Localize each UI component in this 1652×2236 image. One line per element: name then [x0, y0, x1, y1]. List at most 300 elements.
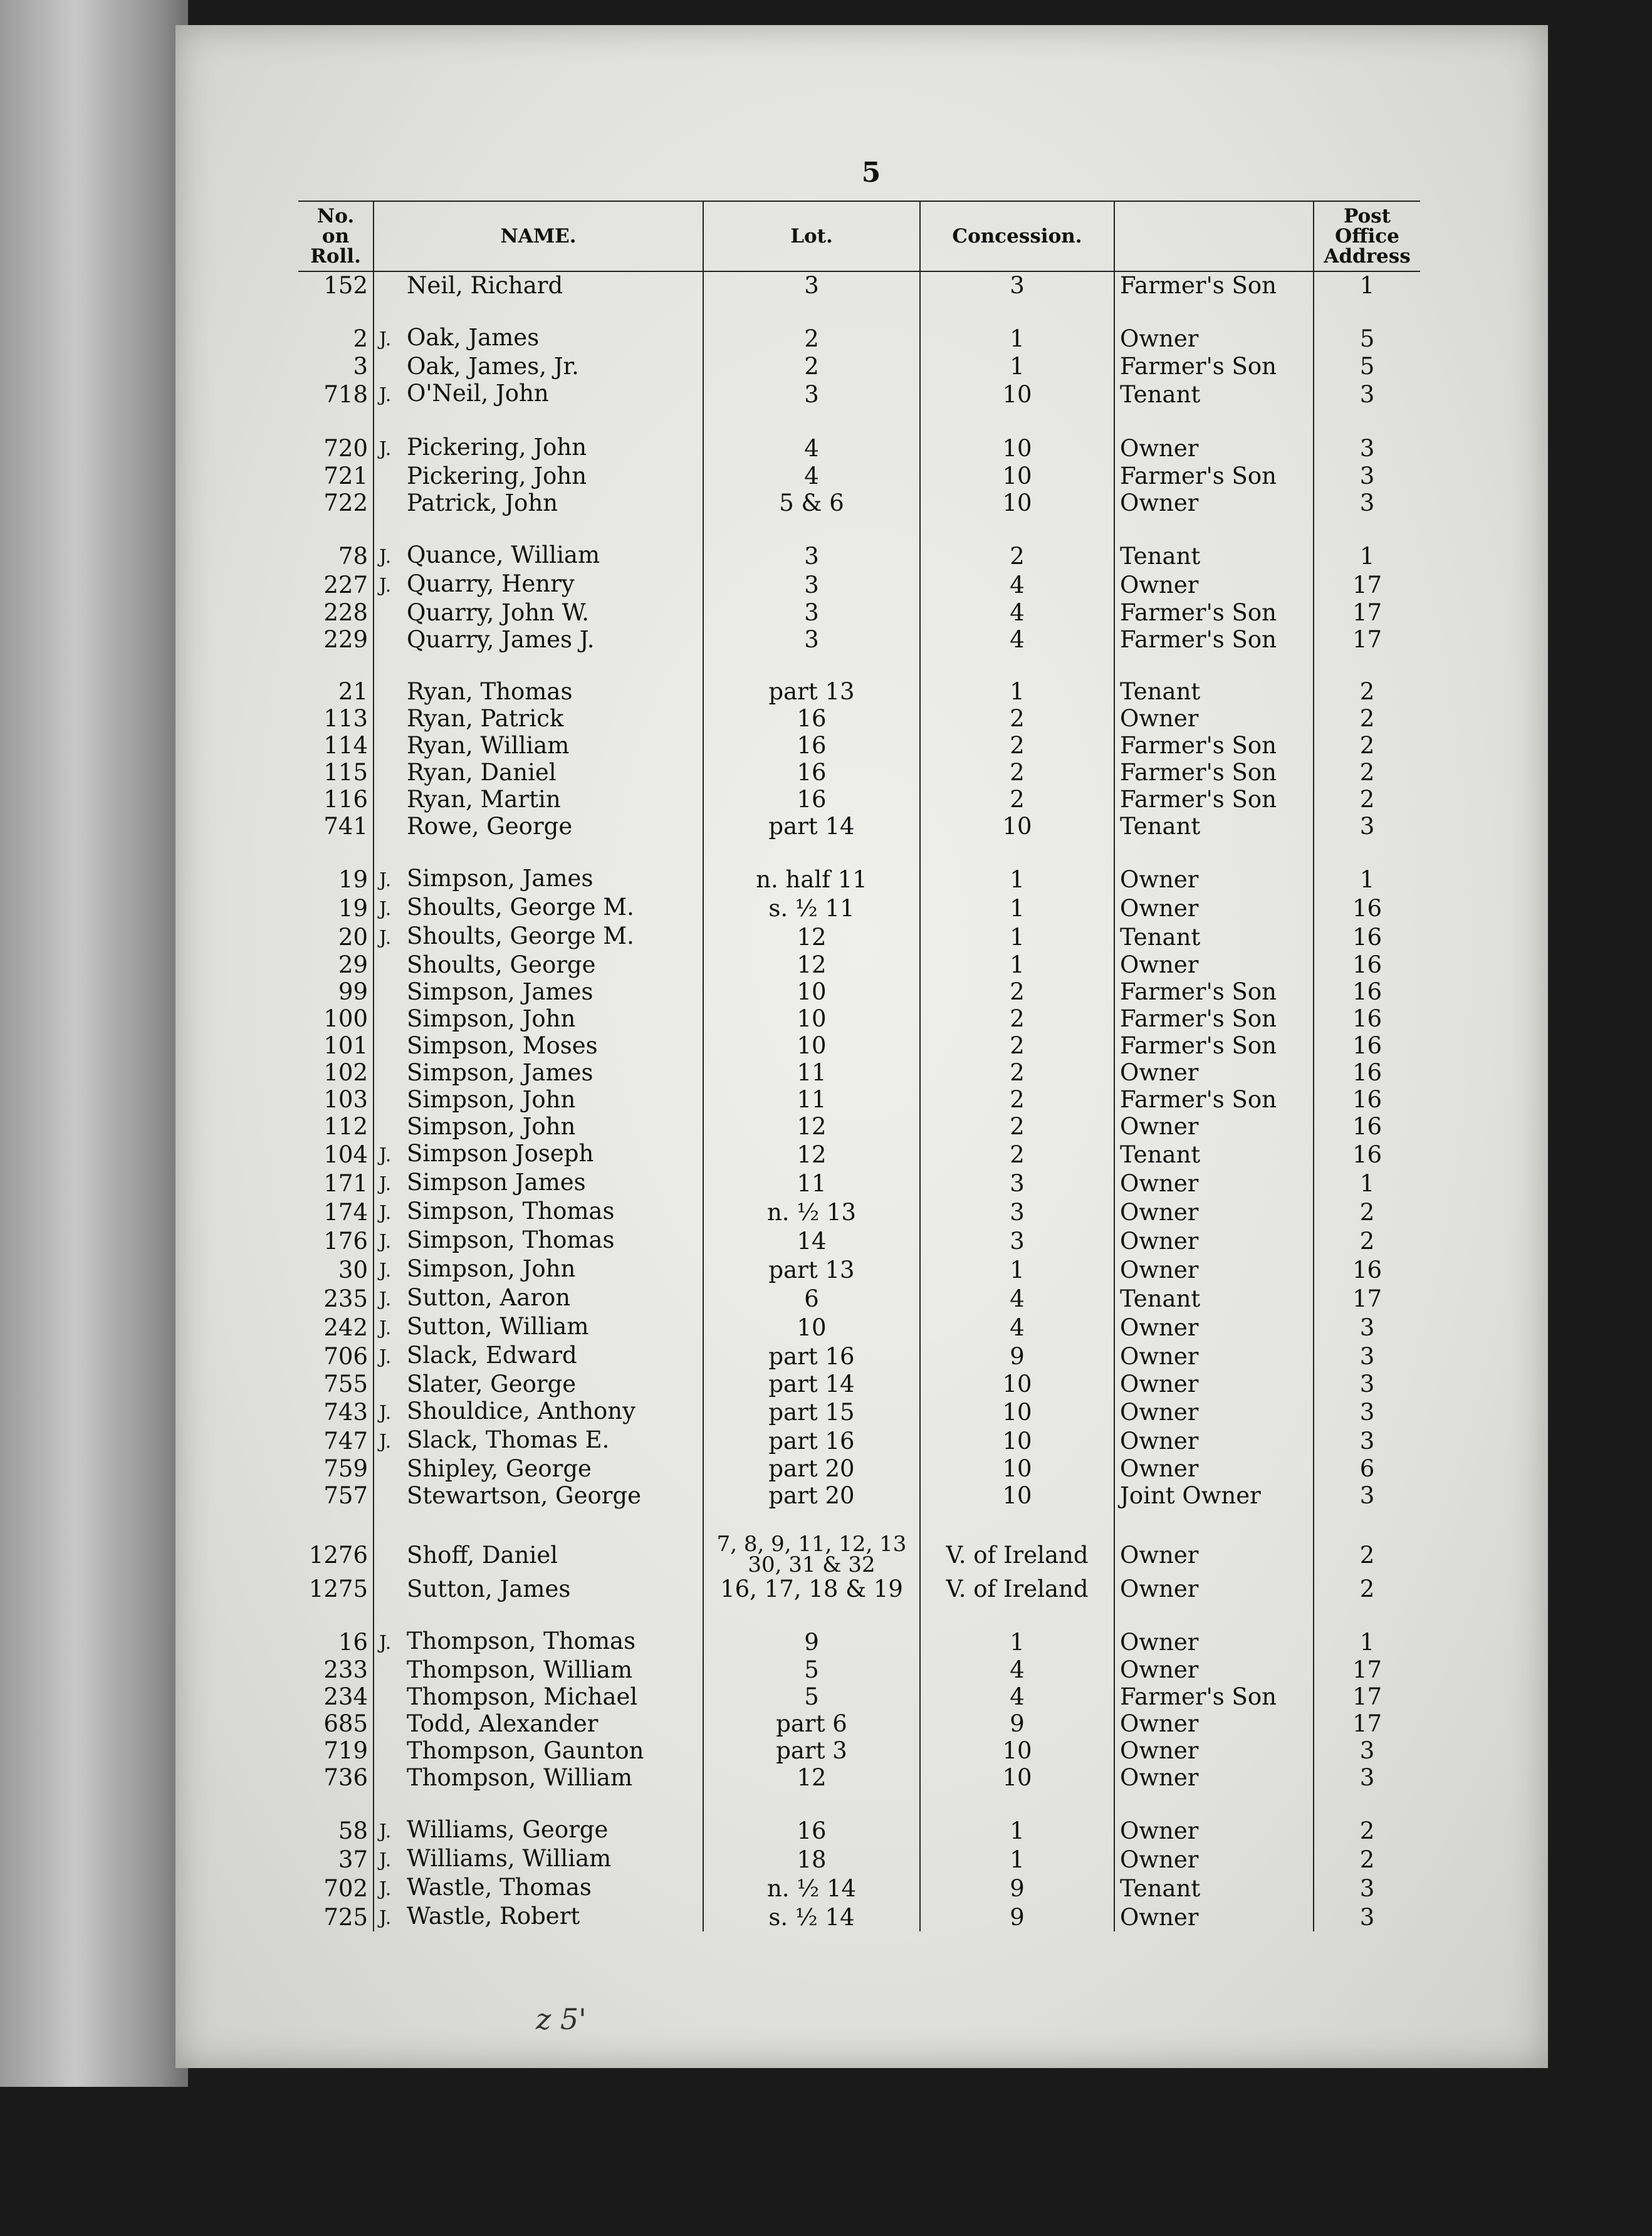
post-office-number: 2 — [1314, 1845, 1420, 1874]
roll-number: 19 — [338, 865, 368, 893]
voter-status: Farmer's Son — [1114, 626, 1314, 653]
lot-number: 16 — [797, 732, 827, 759]
table-row — [298, 705, 1420, 732]
lot-number: 12 — [797, 1113, 827, 1140]
table-row — [298, 353, 1420, 380]
post-office-number: 17 — [1314, 599, 1420, 626]
voter-name: Sutton, William — [407, 1313, 589, 1340]
voter-name: Slack, Edward — [407, 1342, 577, 1369]
gap-cell — [703, 1791, 920, 1816]
lot-cell — [703, 1710, 920, 1737]
post-office-number: 16 — [1314, 951, 1420, 978]
voter-name-cell — [374, 922, 703, 951]
lot-cell — [703, 1169, 920, 1198]
gap-cell — [1114, 1791, 1314, 1816]
voter-name: Simpson, James — [407, 978, 593, 1005]
concession: 10 — [920, 1398, 1114, 1426]
lot-number: s. ½ 11 — [768, 894, 855, 922]
concession: 1 — [920, 1845, 1114, 1874]
voter-name-cell — [374, 489, 703, 516]
table-row — [298, 626, 1420, 653]
voter-name: Shouldice, Anthony — [407, 1398, 636, 1424]
voter-status: Farmer's Son — [1114, 978, 1314, 1005]
juror-flag: J. — [379, 1173, 392, 1195]
voter-name-cell — [374, 1534, 703, 1575]
voter-status: Owner — [1114, 951, 1314, 978]
voter-name-cell — [374, 1113, 703, 1140]
concession: 2 — [920, 541, 1114, 570]
lot-number: part 6 — [776, 1710, 847, 1737]
lot-number: 3 — [804, 542, 819, 570]
voter-name-cell — [374, 380, 703, 409]
lot-number: part 14 — [768, 813, 855, 840]
lot-number: 3 — [804, 599, 819, 626]
table-row — [298, 541, 1420, 570]
juror-flag: J. — [379, 869, 392, 891]
gap-cell — [1314, 299, 1420, 324]
concession: 2 — [920, 759, 1114, 786]
lot-number-continued: 30, 31 & 32 — [748, 1552, 876, 1575]
voter-name: Thompson, Michael — [407, 1683, 638, 1710]
voter-name: Simpson, Thomas — [407, 1226, 615, 1253]
juror-flag: J. — [379, 438, 392, 460]
section-gap — [298, 1791, 1420, 1816]
post-office-number: 3 — [1314, 489, 1420, 516]
roll-number: 102 — [323, 1059, 368, 1086]
voter-status: Owner — [1114, 1764, 1314, 1791]
concession: 10 — [920, 380, 1114, 409]
lot-cell — [703, 1059, 920, 1086]
post-office-number: 2 — [1314, 678, 1420, 705]
section-gap — [298, 1602, 1420, 1627]
roll-number: 174 — [323, 1198, 368, 1226]
juror-flag: J. — [379, 927, 392, 949]
lot-cell — [703, 865, 920, 894]
lot-cell — [703, 1198, 920, 1226]
voter-name-cell — [374, 1398, 703, 1426]
post-office-number: 17 — [1314, 1683, 1420, 1710]
gap-cell — [298, 299, 374, 324]
lot-cell — [703, 271, 920, 299]
lot-cell — [703, 324, 920, 353]
table-row — [298, 1198, 1420, 1226]
concession: 3 — [920, 271, 1114, 299]
table-row — [298, 1398, 1420, 1426]
roll-number: 702 — [323, 1874, 368, 1902]
concession: 1 — [920, 678, 1114, 705]
table-row — [298, 1683, 1420, 1710]
gap-cell — [920, 1509, 1114, 1534]
voter-status: Owner — [1114, 1534, 1314, 1575]
voter-name-cell — [374, 865, 703, 894]
roll-number: 228 — [323, 599, 368, 626]
voter-status: Owner — [1114, 434, 1314, 462]
voter-name: Quarry, James J. — [407, 626, 595, 653]
roll-number: 3 — [353, 353, 368, 380]
concession: 1 — [920, 922, 1114, 951]
table-row — [298, 678, 1420, 705]
lot-number: 12 — [797, 1141, 827, 1168]
concession: 2 — [920, 1005, 1114, 1032]
gap-cell — [703, 516, 920, 541]
juror-flag: J. — [379, 1431, 392, 1453]
voter-name: Simpson Joseph — [407, 1140, 594, 1167]
voter-name-cell — [374, 626, 703, 653]
concession: 4 — [920, 1656, 1114, 1683]
post-office-number: 1 — [1314, 865, 1420, 894]
concession: 4 — [920, 570, 1114, 599]
voter-status: Tenant — [1114, 922, 1314, 951]
post-office-number: 16 — [1314, 1086, 1420, 1113]
voter-name: Wastle, Robert — [407, 1903, 580, 1930]
post-office-number: 16 — [1314, 1255, 1420, 1284]
post-office-number: 16 — [1314, 1113, 1420, 1140]
post-office-number: 3 — [1314, 1313, 1420, 1342]
table-row — [298, 1059, 1420, 1086]
gap-cell — [920, 516, 1114, 541]
lot-number: 16, 17, 18 & 19 — [720, 1575, 903, 1602]
voter-status: Owner — [1114, 1845, 1314, 1874]
voter-name-cell — [374, 1086, 703, 1113]
post-office-number: 16 — [1314, 978, 1420, 1005]
voter-name: Rowe, George — [407, 813, 573, 840]
gap-cell — [374, 1602, 703, 1627]
table-row — [298, 1482, 1420, 1509]
gap-cell — [298, 409, 374, 434]
section-gap — [298, 1509, 1420, 1534]
lot-number: n. half 11 — [756, 865, 867, 893]
voter-status: Owner — [1114, 489, 1314, 516]
voter-status: Tenant — [1114, 1140, 1314, 1169]
lot-cell — [703, 1005, 920, 1032]
table-row — [298, 1534, 1420, 1575]
table-row — [298, 489, 1420, 516]
lot-number: 16 — [797, 786, 827, 813]
voter-status: Owner — [1114, 1342, 1314, 1371]
roll-number: 100 — [323, 1005, 368, 1032]
voter-name-cell — [374, 786, 703, 813]
roll-number: 30 — [338, 1256, 368, 1283]
voter-name-cell — [374, 1313, 703, 1342]
lot-cell — [703, 1482, 920, 1509]
gap-cell — [920, 840, 1114, 865]
lot-number: 9 — [804, 1628, 819, 1656]
voter-status: Owner — [1114, 1575, 1314, 1602]
concession: 2 — [920, 1113, 1114, 1140]
voter-status: Farmer's Son — [1114, 1005, 1314, 1032]
concession: 2 — [920, 1032, 1114, 1059]
juror-flag: J. — [379, 1288, 392, 1310]
voter-status: Joint Owner — [1114, 1482, 1314, 1509]
lot-number: 3 — [804, 571, 819, 598]
voter-status: Owner — [1114, 1816, 1314, 1845]
voter-name: Pickering, John — [407, 462, 587, 489]
voter-name: Simpson, John — [407, 1113, 576, 1140]
lot-number: 12 — [797, 951, 827, 978]
header-lot: Lot. — [703, 201, 920, 271]
voter-name-cell — [374, 1845, 703, 1874]
gap-cell — [374, 299, 703, 324]
roll-number: 743 — [323, 1398, 368, 1426]
concession: 10 — [920, 434, 1114, 462]
lot-cell — [703, 1140, 920, 1169]
lot-number: 14 — [797, 1227, 827, 1255]
voter-status: Farmer's Son — [1114, 759, 1314, 786]
voter-status: Owner — [1114, 1255, 1314, 1284]
voter-name: Sutton, Aaron — [407, 1284, 571, 1311]
roll-number: 718 — [323, 380, 368, 408]
voter-name: Simpson, John — [407, 1005, 576, 1032]
post-office-number: 17 — [1314, 1656, 1420, 1683]
post-office-number: 2 — [1314, 1226, 1420, 1255]
concession: 1 — [920, 353, 1114, 380]
lot-number: part 14 — [768, 1371, 855, 1398]
roll-number: 1276 — [308, 1541, 368, 1569]
voter-status: Farmer's Son — [1114, 353, 1314, 380]
table-row — [298, 1226, 1420, 1255]
roll-number: 103 — [323, 1086, 368, 1113]
voter-name: Simpson, James — [407, 865, 593, 892]
roll-number: 722 — [323, 489, 368, 516]
table-row — [298, 1140, 1420, 1169]
table-row — [298, 813, 1420, 840]
concession: 4 — [920, 1284, 1114, 1313]
concession: 1 — [920, 865, 1114, 894]
gap-cell — [298, 516, 374, 541]
voter-name: Simpson, James — [407, 1059, 593, 1086]
lot-cell — [703, 732, 920, 759]
voter-name: Shoults, George M. — [407, 894, 634, 921]
lot-number: 16 — [797, 705, 827, 732]
post-office-number: 3 — [1314, 434, 1420, 462]
post-office-number: 3 — [1314, 1342, 1420, 1371]
lot-number: 2 — [804, 353, 819, 380]
post-office-number: 16 — [1314, 1005, 1420, 1032]
voter-name: Ryan, Patrick — [407, 705, 564, 732]
voter-name-cell — [374, 541, 703, 570]
voter-name: Simpson, Thomas — [407, 1198, 615, 1225]
gap-cell — [703, 653, 920, 678]
voter-status: Farmer's Son — [1114, 732, 1314, 759]
voter-name: Sutton, James — [407, 1575, 571, 1602]
gap-cell — [1114, 1509, 1314, 1534]
post-office-number: 17 — [1314, 570, 1420, 599]
voter-name: Williams, William — [407, 1845, 612, 1872]
voter-name: Shipley, George — [407, 1455, 592, 1482]
concession: 10 — [920, 1482, 1114, 1509]
voter-name-cell — [374, 1005, 703, 1032]
voter-status: Tenant — [1114, 1284, 1314, 1313]
voter-name-cell — [374, 434, 703, 462]
gap-cell — [703, 299, 920, 324]
voter-name-cell — [374, 1737, 703, 1764]
roll-number: 113 — [323, 705, 368, 732]
table-row — [298, 1169, 1420, 1198]
lot-cell — [703, 1255, 920, 1284]
lot-number: 3 — [804, 272, 819, 299]
voter-status: Owner — [1114, 1426, 1314, 1455]
lot-cell — [703, 894, 920, 922]
voter-status: Owner — [1114, 1198, 1314, 1226]
table-row — [298, 1575, 1420, 1602]
voter-status: Owner — [1114, 1226, 1314, 1255]
concession: 2 — [920, 786, 1114, 813]
voter-name: Quarry, John W. — [407, 599, 589, 626]
post-office-number: 16 — [1314, 894, 1420, 922]
voter-name-cell — [374, 570, 703, 599]
lot-cell — [703, 1342, 920, 1371]
voter-name: Thompson, Gaunton — [407, 1737, 644, 1764]
gap-cell — [374, 653, 703, 678]
roll-number: 112 — [323, 1113, 368, 1140]
concession: 10 — [920, 1737, 1114, 1764]
table-row — [298, 1903, 1420, 1931]
table-row — [298, 380, 1420, 409]
section-gap — [298, 409, 1420, 434]
concession: 10 — [920, 1426, 1114, 1455]
voter-name: Ryan, Martin — [407, 786, 561, 813]
voters-roll-table — [298, 201, 1420, 1931]
gap-cell — [374, 409, 703, 434]
voter-status: Farmer's Son — [1114, 1032, 1314, 1059]
post-office-number: 3 — [1314, 1398, 1420, 1426]
table-row — [298, 1710, 1420, 1737]
voter-name: Ryan, Daniel — [407, 759, 557, 786]
juror-flag: J. — [379, 1402, 392, 1424]
lot-cell — [703, 380, 920, 409]
voter-name: Neil, Richard — [407, 272, 563, 299]
post-office-number: 1 — [1314, 1169, 1420, 1198]
post-office-number: 3 — [1314, 380, 1420, 409]
voter-status: Farmer's Son — [1114, 462, 1314, 489]
gap-cell — [703, 840, 920, 865]
roll-number: 114 — [323, 732, 368, 759]
lot-cell — [703, 1737, 920, 1764]
voter-name: Stewartson, George — [407, 1482, 642, 1509]
juror-flag: J. — [379, 898, 392, 920]
voter-status: Owner — [1114, 324, 1314, 353]
facing-page-edge — [0, 0, 188, 2087]
post-office-number: 16 — [1314, 1032, 1420, 1059]
roll-number: 242 — [323, 1314, 368, 1341]
voter-name-cell — [374, 759, 703, 786]
voter-name-cell — [374, 1816, 703, 1845]
lot-cell — [703, 1656, 920, 1683]
voter-name-cell — [374, 1169, 703, 1198]
voter-name: O'Neil, John — [407, 380, 549, 407]
post-office-number: 2 — [1314, 759, 1420, 786]
concession: 4 — [920, 626, 1114, 653]
gap-cell — [1114, 840, 1314, 865]
voter-status: Tenant — [1114, 1874, 1314, 1903]
lot-cell — [703, 541, 920, 570]
roll-number: 37 — [338, 1846, 368, 1873]
voter-name-cell — [374, 1284, 703, 1313]
gap-cell — [298, 1791, 374, 1816]
roll-number: 235 — [323, 1285, 368, 1312]
concession: V. of Ireland — [920, 1575, 1114, 1602]
post-office-number: 17 — [1314, 1710, 1420, 1737]
lot-number: 3 — [804, 380, 819, 408]
lot-number: part 20 — [768, 1482, 855, 1509]
lot-number: 12 — [797, 923, 827, 951]
voter-status: Owner — [1114, 894, 1314, 922]
table-row — [298, 1342, 1420, 1371]
post-office-number: 3 — [1314, 1426, 1420, 1455]
voter-name-cell — [374, 599, 703, 626]
voter-name-cell — [374, 1342, 703, 1371]
section-gap — [298, 516, 1420, 541]
gap-cell — [374, 516, 703, 541]
lot-cell — [703, 489, 920, 516]
table-row — [298, 1313, 1420, 1342]
post-office-number: 17 — [1314, 626, 1420, 653]
roll-number: 706 — [323, 1342, 368, 1370]
table-row — [298, 1371, 1420, 1398]
voter-name: Slater, George — [407, 1371, 577, 1398]
roll-number: 747 — [323, 1427, 368, 1455]
post-office-number: 3 — [1314, 1482, 1420, 1509]
section-gap — [298, 653, 1420, 678]
gap-cell — [1314, 1791, 1420, 1816]
juror-flag: J. — [379, 1202, 392, 1224]
gap-cell — [1114, 299, 1314, 324]
voter-status: Tenant — [1114, 813, 1314, 840]
roll-number: 58 — [338, 1817, 368, 1844]
concession: 10 — [920, 462, 1114, 489]
table-row — [298, 1737, 1420, 1764]
lot-cell — [703, 1226, 920, 1255]
header-status — [1114, 201, 1314, 271]
lot-cell — [703, 1455, 920, 1482]
lot-number: part 3 — [776, 1737, 847, 1764]
voter-status: Owner — [1114, 1169, 1314, 1198]
roll-number: 115 — [323, 759, 368, 786]
table-row — [298, 1255, 1420, 1284]
concession: 3 — [920, 1198, 1114, 1226]
roll-number: 720 — [323, 434, 368, 462]
gap-cell — [1314, 409, 1420, 434]
lot-cell — [703, 978, 920, 1005]
voter-name: Ryan, Thomas — [407, 678, 573, 705]
voter-name-cell — [374, 813, 703, 840]
roll-number: 176 — [323, 1227, 368, 1255]
voter-status: Tenant — [1114, 380, 1314, 409]
lot-cell — [703, 1113, 920, 1140]
post-office-number: 17 — [1314, 1284, 1420, 1313]
concession: 10 — [920, 489, 1114, 516]
lot-number: 11 — [797, 1169, 827, 1197]
gap-cell — [374, 840, 703, 865]
gap-cell — [703, 1509, 920, 1534]
voter-name: Patrick, John — [407, 489, 558, 516]
post-office-number: 2 — [1314, 1198, 1420, 1226]
post-office-number: 16 — [1314, 1140, 1420, 1169]
roll-number: 233 — [323, 1656, 368, 1683]
concession: 2 — [920, 705, 1114, 732]
voter-name-cell — [374, 1226, 703, 1255]
post-office-number: 3 — [1314, 1371, 1420, 1398]
concession: 3 — [920, 1169, 1114, 1198]
voter-name: Quance, William — [407, 541, 600, 568]
voter-name-cell — [374, 1198, 703, 1226]
concession: 3 — [920, 1226, 1114, 1255]
voter-status: Owner — [1114, 1737, 1314, 1764]
post-office-number: 1 — [1314, 541, 1420, 570]
voter-status: Owner — [1114, 1455, 1314, 1482]
voter-status: Owner — [1114, 1903, 1314, 1931]
lot-number: n. ½ 13 — [766, 1198, 857, 1226]
